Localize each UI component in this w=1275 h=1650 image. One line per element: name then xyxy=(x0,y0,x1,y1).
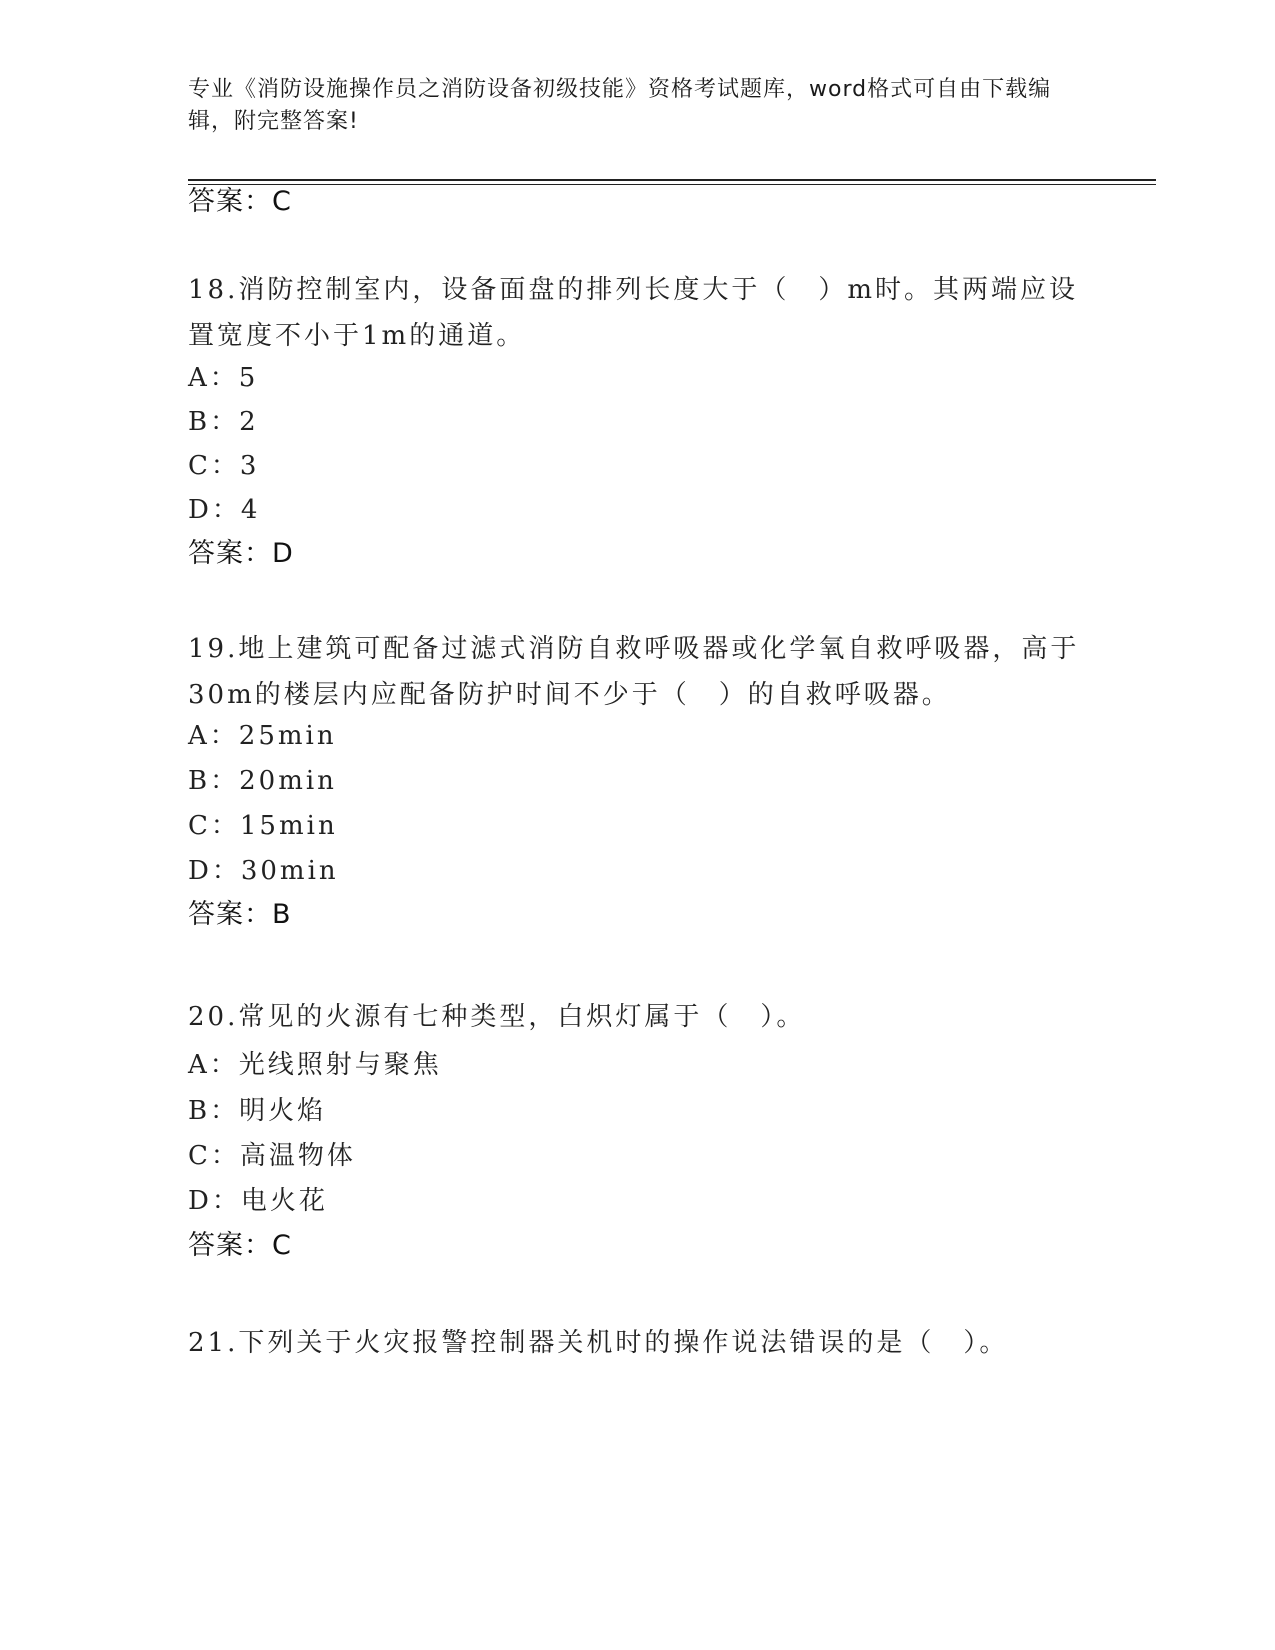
question-19-answer: 答案：B xyxy=(188,899,292,930)
question-21-text: 21.下列关于火灾报警控制器关机时的操作说法错误的是（ ）。 xyxy=(188,1328,1009,1358)
question-18-option-a: A：5 xyxy=(188,363,259,393)
question-20-option-b: B：明火焰 xyxy=(188,1096,327,1126)
question-20-option-a: A：光线照射与聚焦 xyxy=(188,1050,442,1080)
question-20-option-d: D：电火花 xyxy=(188,1186,328,1216)
question-19-text: 19.地上建筑可配备过滤式消防自救呼吸器或化学氧自救呼吸器，高于30m的楼层内应配备防护时间不少于（ ）的自救呼吸器。 xyxy=(188,634,1080,710)
question-18-option-d: D：4 xyxy=(188,495,261,525)
answer-prev: 答案：C xyxy=(188,186,292,217)
question-18-option-c: C：3 xyxy=(188,451,260,481)
question-19-option-d: D：30min xyxy=(188,856,339,886)
question-20-answer: 答案：C xyxy=(188,1230,292,1261)
question-18-option-b: B：2 xyxy=(188,407,259,437)
question-19-option-a: A：25min xyxy=(188,721,337,751)
question-20-option-c: C：高温物体 xyxy=(188,1141,356,1171)
document-header: 专业《消防设施操作员之消防设备初级技能》资格考试题库，word格式可自由下载编辑，附完整答案! xyxy=(188,77,1052,134)
header-divider-thick xyxy=(188,179,1156,181)
question-19-option-c: C：15min xyxy=(188,811,338,841)
header-divider-thin xyxy=(188,184,1156,185)
question-18-text: 18.消防控制室内，设备面盘的排列长度大于（ ）m时。其两端应设置宽度不小于1m的通道。 xyxy=(188,275,1079,351)
question-19-option-b: B：20min xyxy=(188,766,337,796)
question-18-answer: 答案：D xyxy=(188,538,294,569)
question-20-text: 20.常见的火源有七种类型，白炽灯属于（ ）。 xyxy=(188,1002,806,1032)
